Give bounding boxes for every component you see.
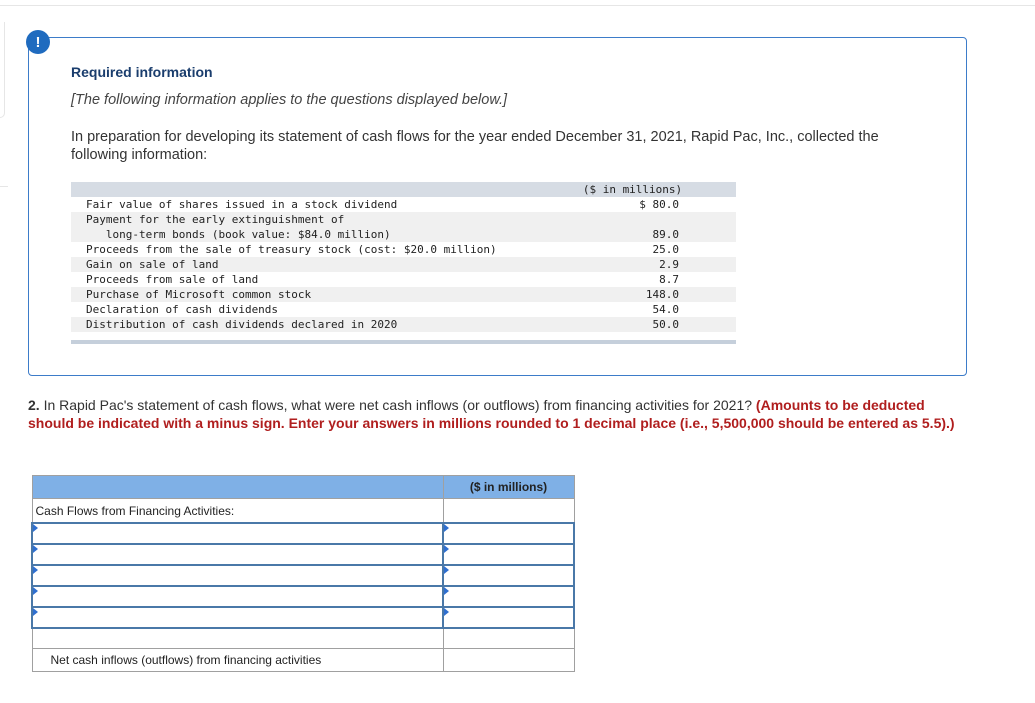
input-marker-icon — [444, 545, 449, 553]
total-amount-cell[interactable] — [443, 649, 574, 672]
information-note: [The following information applies to the questions displayed below.] — [71, 92, 508, 108]
total-label: Net cash inflows (outflows) from financing activities — [32, 649, 443, 672]
input-marker-icon — [33, 608, 38, 616]
row-value — [529, 212, 736, 227]
alert-icon: ! — [26, 30, 50, 54]
answer-label-cell[interactable] — [32, 544, 443, 565]
answer-label-cell[interactable] — [32, 607, 443, 628]
information-intro: In preparation for developing its statement of cash flows for the year ended December 31, 2021, Rapid Pac, Inc., collected the following information: — [71, 129, 879, 163]
answer-label-input[interactable] — [33, 608, 442, 627]
table-row — [71, 242, 736, 257]
answer-amount-input[interactable] — [444, 566, 573, 585]
answer-label-input[interactable] — [33, 587, 442, 606]
answer-label-cell[interactable] — [32, 586, 443, 607]
answer-label-input[interactable] — [33, 524, 442, 543]
answer-table-header — [32, 476, 574, 499]
input-marker-icon — [33, 524, 38, 532]
answer-row — [32, 607, 574, 628]
question-body: In Rapid Pac's statement of cash flows, what were net cash inflows (or outflows) from financing activities for 2021? — [39, 397, 756, 413]
table-row — [71, 272, 736, 287]
input-marker-icon — [33, 587, 38, 595]
answer-row — [32, 523, 574, 544]
answer-amount-input[interactable] — [444, 587, 573, 606]
row-label: Proceeds from the sale of treasury stock (cost: $20.0 million) — [86, 243, 497, 256]
side-panel-tick — [0, 186, 8, 187]
row-value: 2.9 — [529, 257, 736, 272]
input-marker-icon — [444, 524, 449, 532]
row-label: Fair value of shares issued in a stock dividend — [86, 198, 398, 211]
row-value: $ 80.0 — [639, 198, 679, 211]
input-marker-icon — [33, 566, 38, 574]
information-table-header — [71, 182, 736, 197]
row-value: 148.0 — [529, 287, 736, 302]
section-row — [32, 499, 574, 524]
question-instructions: (Amounts to be deducted should be indicated with a minus sign. Enter your answers in millions rounded to 1 decimal place (i.e., 5,500,000 should be entered as 5.5).) — [28, 397, 955, 431]
spacer-row — [32, 628, 574, 649]
answer-label-input[interactable] — [33, 545, 442, 564]
row-label: Proceeds from sale of land — [86, 273, 259, 286]
answer-amount-cell[interactable] — [443, 523, 574, 544]
information-table — [71, 182, 736, 332]
table-row — [71, 302, 736, 317]
answer-amount-input[interactable] — [444, 608, 573, 627]
table-row — [71, 212, 736, 227]
answer-row — [32, 565, 574, 586]
total-row — [32, 649, 574, 672]
row-value: 25.0 — [652, 243, 679, 256]
side-panel-edge — [0, 22, 5, 118]
input-marker-icon — [33, 545, 38, 553]
column-header: ($ in millions) — [529, 182, 736, 197]
answer-amount-cell[interactable] — [443, 544, 574, 565]
answer-amount-cell[interactable] — [443, 607, 574, 628]
section-label: Cash Flows from Financing Activities: — [32, 499, 443, 524]
row-value: 8.7 — [659, 273, 679, 286]
answer-amount-cell[interactable] — [443, 565, 574, 586]
header-blank — [71, 182, 529, 197]
table-row — [71, 227, 736, 242]
required-information-title: Required information — [71, 64, 213, 80]
answer-label-cell[interactable] — [32, 565, 443, 586]
answer-table — [31, 475, 575, 672]
row-label: long-term bonds (book value: $84.0 million) — [71, 227, 529, 242]
question-number: 2. — [28, 397, 40, 413]
answer-label-cell[interactable] — [32, 523, 443, 544]
row-label: Gain on sale of land — [71, 257, 529, 272]
input-marker-icon — [444, 566, 449, 574]
answer-column-header: ($ in millions) — [443, 476, 574, 499]
answer-label-input[interactable] — [33, 566, 442, 585]
answer-amount-input[interactable] — [444, 545, 573, 564]
answer-amount-cell[interactable] — [443, 586, 574, 607]
answer-row — [32, 544, 574, 565]
row-value: 54.0 — [652, 303, 679, 316]
question-text — [28, 396, 973, 432]
input-marker-icon — [444, 587, 449, 595]
input-marker-icon — [444, 608, 449, 616]
section-amount-blank — [443, 499, 574, 524]
row-label: Purchase of Microsoft common stock — [71, 287, 529, 302]
row-value: 50.0 — [529, 317, 736, 332]
row-value: 89.0 — [529, 227, 736, 242]
row-label: Payment for the early extinguishment of — [71, 212, 529, 227]
header-blank — [32, 476, 443, 499]
information-table-bottom-rule — [71, 340, 736, 344]
table-row — [71, 257, 736, 272]
table-row — [71, 197, 736, 212]
table-row — [71, 317, 736, 332]
row-label: Declaration of cash dividends — [86, 303, 279, 316]
table-row — [71, 287, 736, 302]
answer-amount-input[interactable] — [444, 524, 573, 543]
answer-row — [32, 586, 574, 607]
spacer-cell — [443, 628, 574, 649]
spacer-cell — [32, 628, 443, 649]
top-divider — [0, 5, 1035, 6]
row-label: Distribution of cash dividends declared in 2020 — [71, 317, 529, 332]
